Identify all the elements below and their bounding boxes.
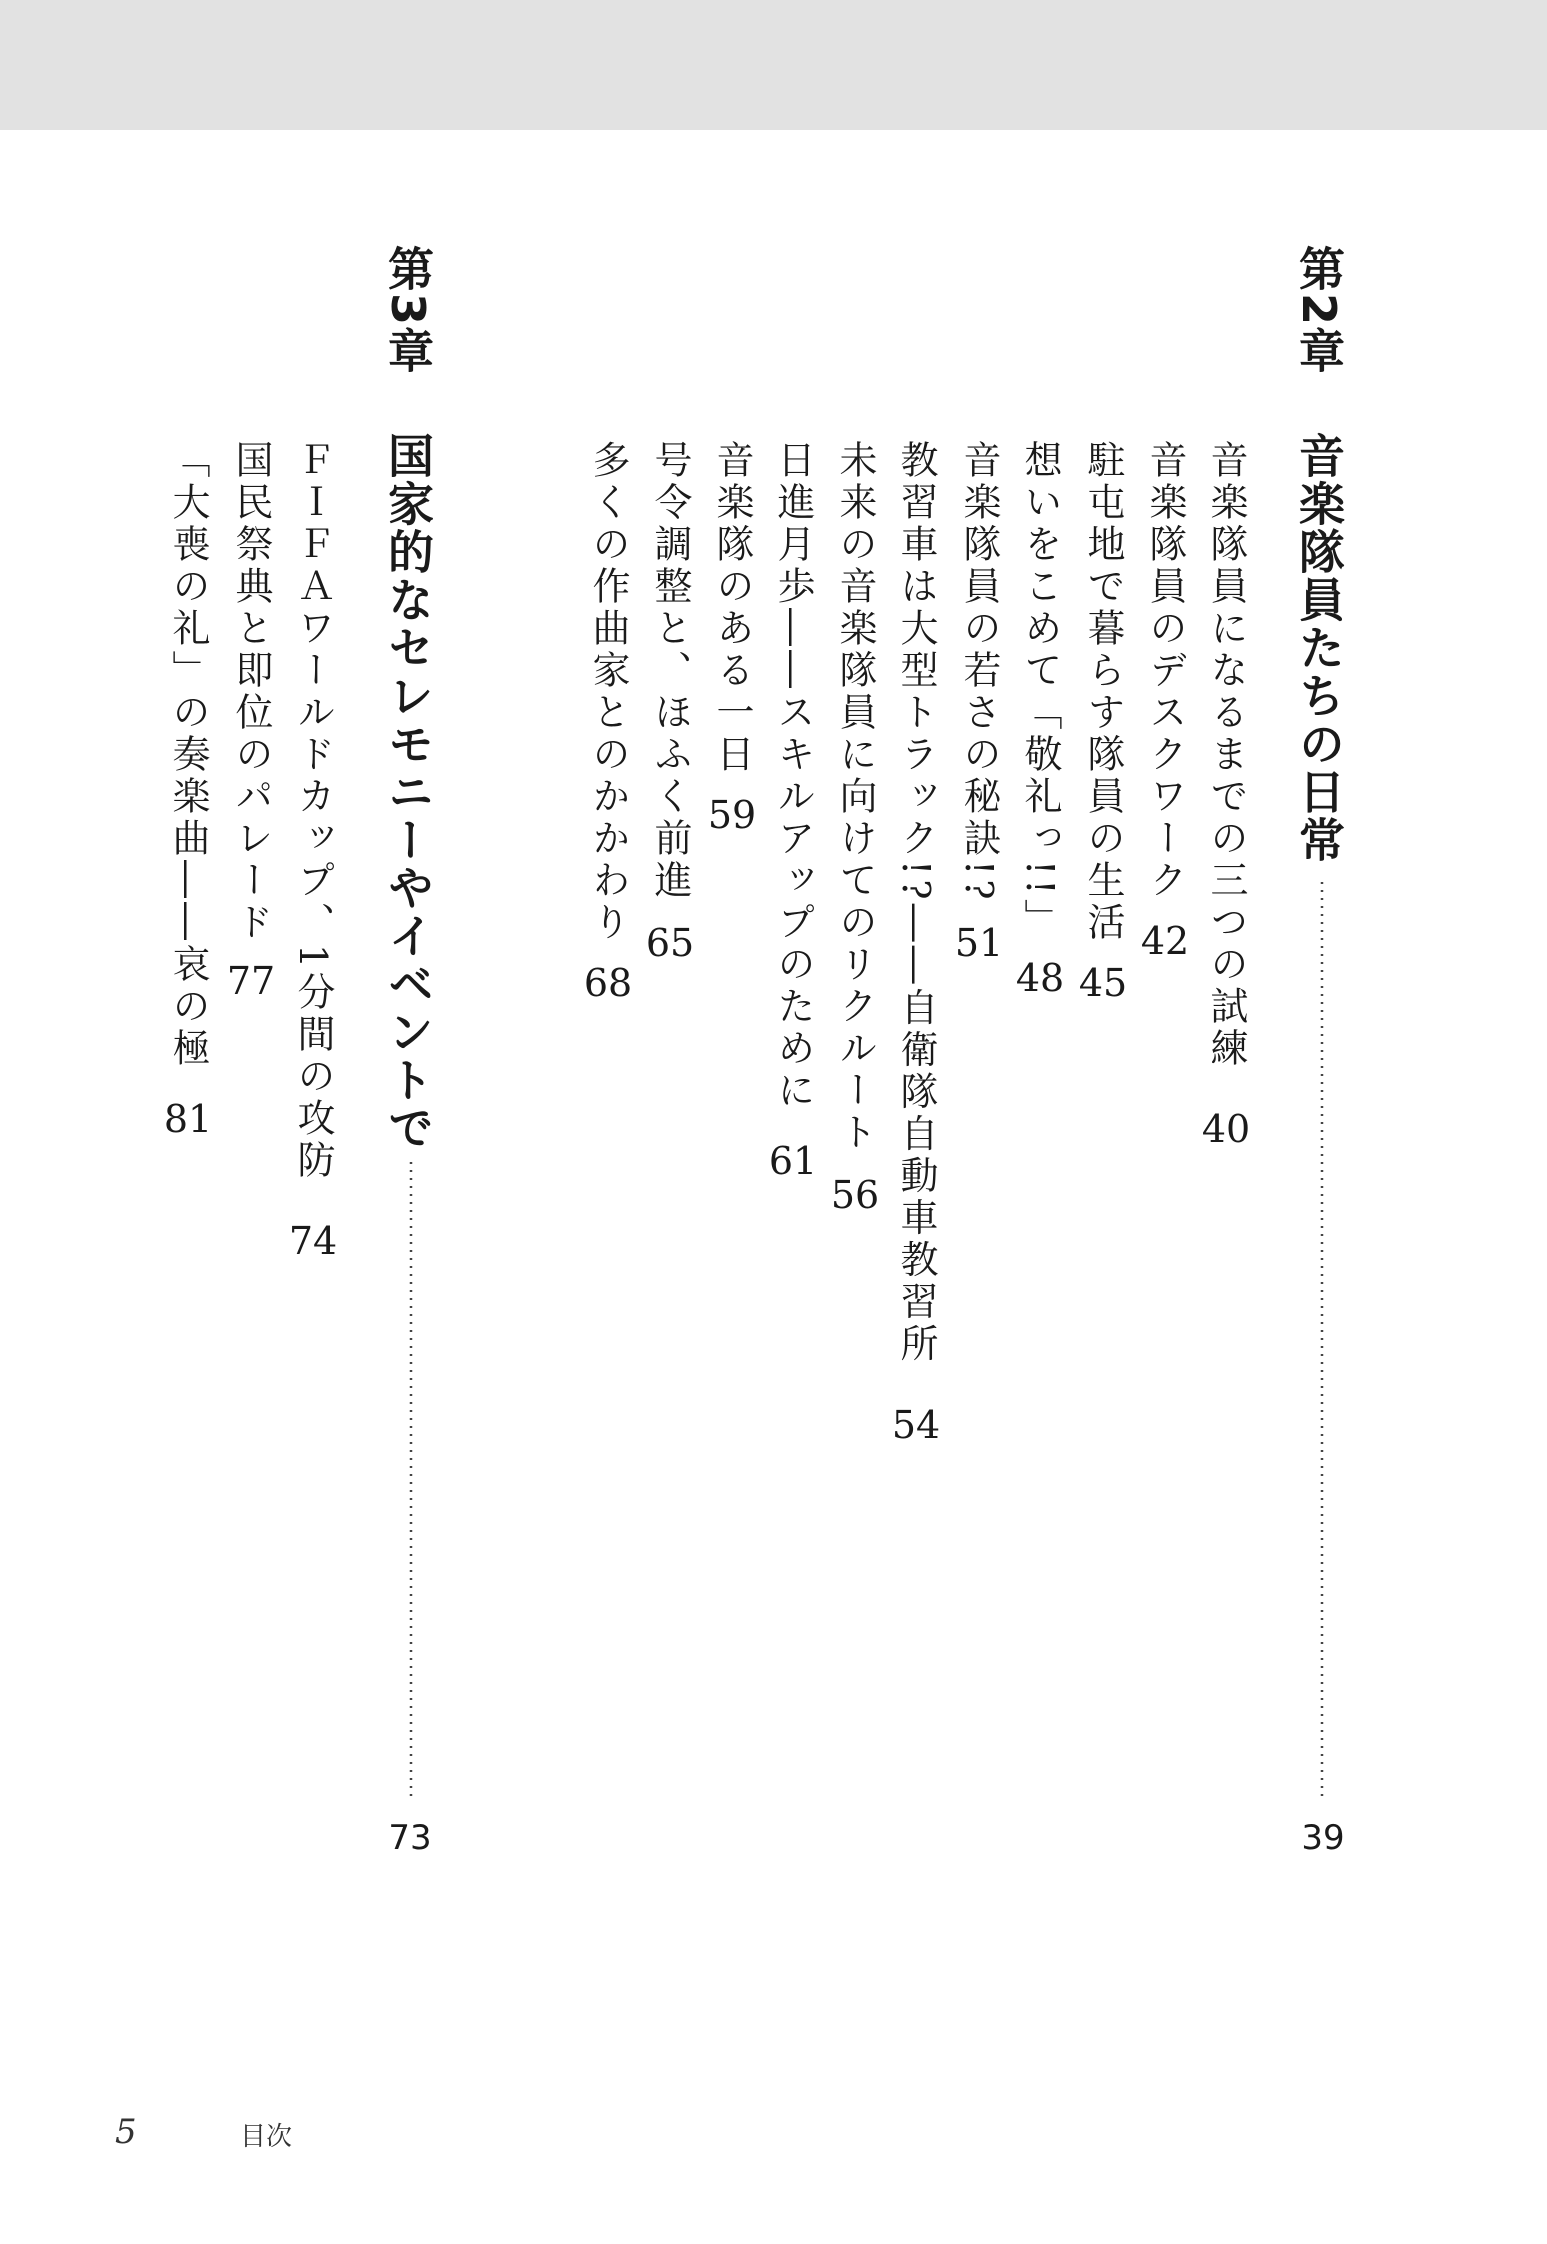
toc-entry-page: 61 [768,1139,818,1183]
toc-entry-page: 65 [645,921,695,965]
top-header-band [0,0,1547,130]
chapter-3-heading[interactable] [381,245,435,376]
chapter-2-title[interactable]: 音楽隊員たちの日常 [1292,432,1346,864]
page-number: 5 [115,2112,137,2152]
toc-entry[interactable]: 音楽隊のある一日59 [702,440,762,834]
toc-entry-page: 81 [163,1097,213,1141]
toc-entry[interactable]: 多くの作曲家とのかかわり68 [578,440,638,1002]
toc-entry-page: 74 [288,1219,338,1264]
chapter-2-page: 39 [1301,1818,1345,1858]
toc-entry[interactable]: 日進月歩――スキルアップのために61 [763,440,823,1180]
chapter-3-page: 73 [388,1818,432,1858]
chapter-3-leader-dots [407,1160,417,1800]
toc-entry[interactable]: 号令調整と、ほふく前進65 [640,440,700,962]
toc-entry-page: 54 [891,1402,941,1447]
toc-entry[interactable]: 駐屯地で暮らす隊員の生活45 [1073,440,1133,1002]
toc-entry-page: 42 [1140,919,1190,963]
chapter-3-number: 第3章 [381,245,435,376]
toc-entry-page: 68 [583,961,633,1005]
toc-entry-page: 45 [1078,961,1128,1005]
toc-entry[interactable]: 未来の音楽隊員に向けてのリクルート56 [825,440,885,1214]
chapter-3-title[interactable]: 国家的なセレモニーやイベントで [381,432,435,1152]
toc-entry[interactable]: 「大喪の礼」の奏楽曲――哀の極81 [158,440,218,1138]
section-label: 目次 [240,2122,293,2152]
toc-entry[interactable]: 音楽隊員になるまでの三つの試練40 [1196,440,1256,1148]
chapter-2-number: 第2章 [1292,245,1346,376]
toc-entry-page: 48 [1015,955,1065,1000]
chapter-2-leader-dots [1318,880,1328,1800]
toc-entry-page: 40 [1201,1107,1251,1151]
toc-entry[interactable]: ＦＩＦＡワールドカップ、1分間の攻防74 [283,440,343,1260]
toc-entry[interactable]: 国民祭典と即位のパレード77 [221,440,281,1000]
toc-entry[interactable]: 教習車は大型トラック!?――自衛隊自動車教習所54 [886,440,946,1444]
chapter-2-heading[interactable] [1292,245,1346,376]
toc-entry-page: 59 [707,793,757,837]
toc-entry[interactable]: 想いをこめて「敬礼っ!!」48 [1010,440,1070,997]
toc-entry-page: 51 [954,920,1004,965]
toc-entry-page: 77 [226,959,276,1003]
toc-entry[interactable]: 音楽隊員の若さの秘訣!?51 [949,440,1009,962]
toc-entry[interactable]: 音楽隊員のデスクワーク42 [1135,440,1195,960]
toc-entry-page: 56 [830,1173,880,1217]
